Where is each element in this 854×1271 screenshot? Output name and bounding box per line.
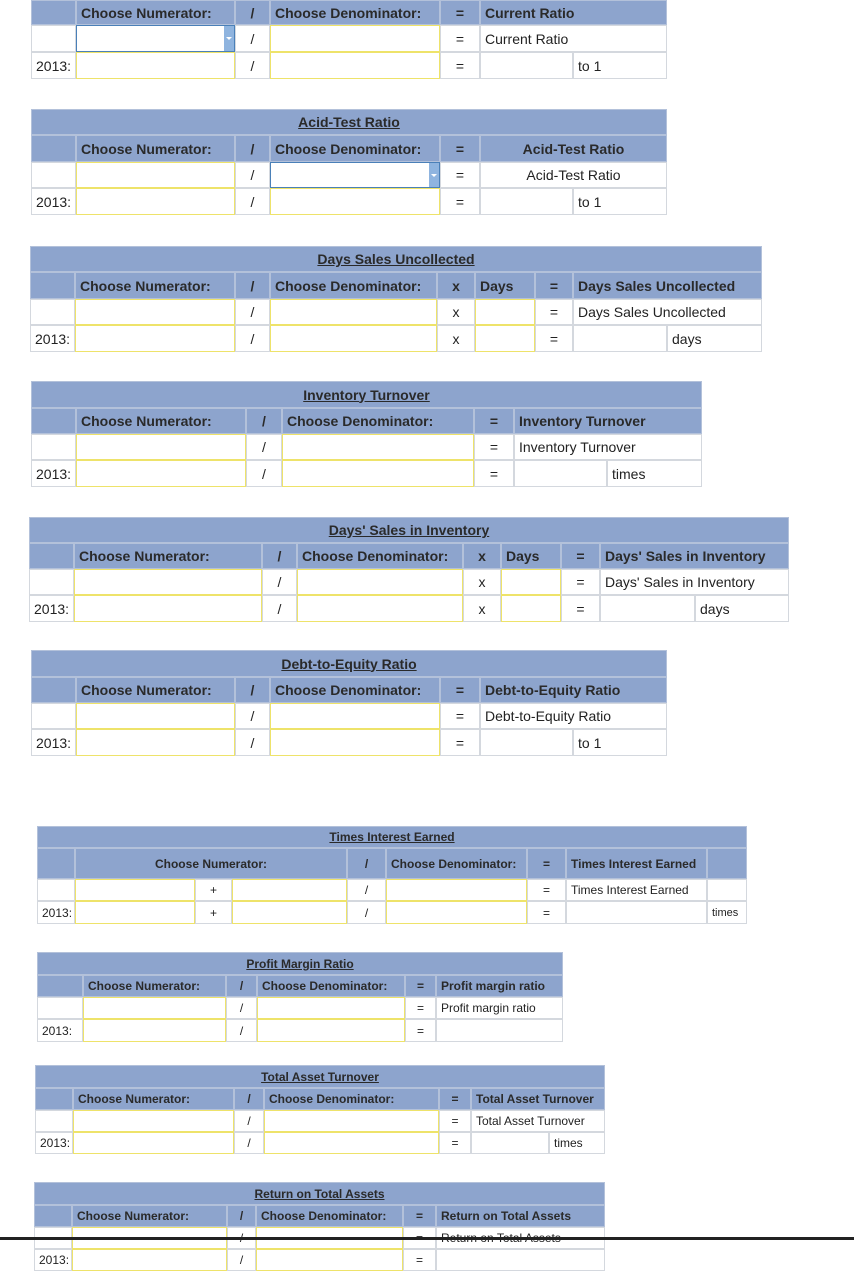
- denominator-input[interactable]: [264, 1110, 439, 1132]
- numerator-header: Choose Numerator:: [75, 272, 235, 299]
- numerator-header: Choose Numerator:: [72, 1205, 227, 1227]
- equals-operator: =: [535, 299, 573, 325]
- row-label-blank: [30, 299, 75, 325]
- result-label: Debt-to-Equity Ratio: [480, 703, 667, 729]
- equals-operator: =: [440, 25, 480, 52]
- numerator-input[interactable]: [73, 1110, 234, 1132]
- denominator-dropdown[interactable]: [270, 162, 440, 188]
- denominator-input[interactable]: [386, 901, 527, 924]
- year-label: 2013:: [31, 729, 76, 756]
- slash-operator: /: [235, 299, 270, 325]
- slash-operator: /: [347, 901, 386, 924]
- equals-operator: =: [403, 1249, 436, 1271]
- row-label-blank: [35, 1110, 73, 1132]
- table-title-text: Days' Sales in Inventory: [328, 522, 490, 538]
- slash-operator: /: [226, 1019, 257, 1042]
- year-label: 2013:: [37, 901, 75, 924]
- table-title-text: Profit Margin Ratio: [246, 956, 354, 971]
- denominator-input[interactable]: [270, 325, 437, 352]
- numerator-dropdown[interactable]: [76, 25, 235, 52]
- slash-operator: /: [347, 879, 386, 901]
- slash-operator: /: [235, 729, 270, 756]
- result-header: Return on Total Assets: [436, 1205, 605, 1227]
- numerator-input[interactable]: [76, 434, 246, 460]
- row-label-blank: [31, 703, 76, 729]
- header-blank: [34, 1205, 72, 1227]
- numerator-header: Choose Numerator:: [73, 1088, 234, 1110]
- result-header: Profit margin ratio: [436, 975, 563, 997]
- table-title-text: Inventory Turnover: [303, 386, 430, 403]
- result-header: Inventory Turnover: [514, 408, 702, 434]
- result-value: [566, 901, 707, 924]
- numerator-header: Choose Numerator:: [74, 543, 262, 569]
- header-blank: [35, 1088, 73, 1110]
- header-blank: [31, 0, 76, 25]
- slash-operator: /: [235, 188, 270, 215]
- year-label: 2013:: [31, 460, 76, 487]
- result-value: [436, 1249, 605, 1271]
- slash-header: /: [235, 677, 270, 703]
- numerator-header: Choose Numerator:: [75, 848, 347, 879]
- table-title: [35, 1065, 605, 1088]
- numerator-2-input[interactable]: [232, 901, 347, 924]
- result-header: Times Interest Earned: [566, 848, 707, 879]
- numerator-input[interactable]: [75, 325, 235, 352]
- numerator-header: Choose Numerator:: [76, 408, 246, 434]
- slash-header: /: [227, 1205, 256, 1227]
- numerator-input[interactable]: [73, 1132, 234, 1154]
- result-value: [471, 1132, 549, 1154]
- result-unit: to 1: [573, 729, 667, 756]
- plus-operator: +: [195, 901, 232, 924]
- days-header: Days: [475, 272, 535, 299]
- header-blank: [31, 135, 76, 162]
- denominator-input[interactable]: [257, 1019, 405, 1042]
- equals-header: =: [474, 408, 514, 434]
- numerator-header: Choose Numerator:: [76, 135, 235, 162]
- equals-operator: =: [527, 901, 566, 924]
- year-label: 2013:: [30, 325, 75, 352]
- denominator-header: Choose Denominator:: [270, 677, 440, 703]
- result-label: Profit margin ratio: [436, 997, 563, 1019]
- denominator-input[interactable]: [270, 25, 440, 52]
- denominator-input[interactable]: [257, 997, 405, 1019]
- slash-operator: /: [246, 434, 282, 460]
- slash-header: /: [235, 0, 270, 25]
- header-extra: [707, 848, 747, 879]
- numerator-header: Choose Numerator:: [76, 677, 235, 703]
- denominator-header: Choose Denominator:: [256, 1205, 403, 1227]
- result-value: [436, 1019, 563, 1042]
- year-label: 2013:: [31, 52, 76, 79]
- equals-operator: =: [440, 703, 480, 729]
- days-input[interactable]: [501, 569, 561, 595]
- slash-header: /: [262, 543, 297, 569]
- times-operator: x: [463, 569, 501, 595]
- equals-operator: =: [527, 879, 566, 901]
- numerator-input[interactable]: [76, 162, 235, 188]
- chevron-down-icon[interactable]: [224, 26, 234, 51]
- equals-operator: =: [439, 1132, 471, 1154]
- equals-operator: =: [474, 460, 514, 487]
- equals-header: =: [405, 975, 436, 997]
- result-header: Acid-Test Ratio: [480, 135, 667, 162]
- header-blank: [31, 408, 76, 434]
- equals-header: =: [527, 848, 566, 879]
- numerator-input[interactable]: [76, 52, 235, 79]
- result-label: Days' Sales in Inventory: [600, 569, 789, 595]
- year-label: 2013:: [31, 188, 76, 215]
- times-header: x: [463, 543, 501, 569]
- times-operator: x: [437, 325, 475, 352]
- result-label: Times Interest Earned: [566, 879, 707, 901]
- numerator-input[interactable]: [83, 997, 226, 1019]
- days-input[interactable]: [475, 299, 535, 325]
- table-title-text: Times Interest Earned: [329, 830, 455, 844]
- result-header: Total Asset Turnover: [471, 1088, 605, 1110]
- result-value: [480, 729, 573, 756]
- equals-operator: =: [440, 188, 480, 215]
- table-title-text: Acid-Test Ratio: [298, 114, 400, 130]
- equals-operator: =: [474, 434, 514, 460]
- denominator-input[interactable]: [270, 729, 440, 756]
- denominator-input[interactable]: [270, 703, 440, 729]
- denominator-input[interactable]: [297, 595, 463, 622]
- table-title: [37, 826, 747, 848]
- result-label: Current Ratio: [480, 25, 667, 52]
- year-label: 2013:: [37, 1019, 83, 1042]
- equals-header: =: [440, 677, 480, 703]
- equals-operator: =: [535, 325, 573, 352]
- slash-operator: /: [235, 325, 270, 352]
- slash-header: /: [234, 1088, 264, 1110]
- table-title-text: Total Asset Turnover: [261, 1069, 379, 1084]
- slash-operator: /: [226, 997, 257, 1019]
- slash-operator: /: [262, 569, 297, 595]
- equals-header: =: [440, 0, 480, 25]
- slash-header: /: [235, 135, 270, 162]
- times-operator: x: [463, 595, 501, 622]
- result-unit: days: [695, 595, 789, 622]
- result-label: Days Sales Uncollected: [573, 299, 762, 325]
- slash-operator: /: [234, 1132, 264, 1154]
- denominator-input[interactable]: [256, 1249, 403, 1271]
- slash-operator: /: [235, 703, 270, 729]
- denominator-header: Choose Denominator:: [270, 135, 440, 162]
- year-label: 2013:: [34, 1249, 72, 1271]
- row-label-blank: [29, 569, 74, 595]
- numerator-input[interactable]: [72, 1249, 227, 1271]
- denominator-header: Choose Denominator:: [257, 975, 405, 997]
- row-label-blank: [31, 25, 76, 52]
- equals-operator: =: [440, 52, 480, 79]
- days-input[interactable]: [501, 595, 561, 622]
- result-label: Total Asset Turnover: [471, 1110, 605, 1132]
- equals-operator: =: [439, 1110, 471, 1132]
- table-title: [30, 246, 762, 272]
- denominator-input[interactable]: [270, 299, 437, 325]
- days-input[interactable]: [475, 325, 535, 352]
- result-label: Acid-Test Ratio: [480, 162, 667, 188]
- table-title: [34, 1182, 605, 1205]
- equals-operator: =: [440, 729, 480, 756]
- numerator-header: Choose Numerator:: [83, 975, 226, 997]
- result-header: Days' Sales in Inventory: [600, 543, 789, 569]
- row-label-blank: [31, 434, 76, 460]
- numerator-input[interactable]: [76, 188, 235, 215]
- table-title-text: Return on Total Assets: [254, 1186, 385, 1201]
- slash-operator: /: [227, 1249, 256, 1271]
- header-blank: [30, 272, 75, 299]
- result-unit: to 1: [573, 52, 667, 79]
- result-value: [514, 460, 607, 487]
- result-value: [480, 52, 573, 79]
- slash-operator: /: [235, 25, 270, 52]
- slash-header: /: [246, 408, 282, 434]
- result-header: Days Sales Uncollected: [573, 272, 762, 299]
- chevron-down-icon[interactable]: [429, 163, 439, 187]
- header-blank: [29, 543, 74, 569]
- row-label-blank: [37, 997, 83, 1019]
- result-unit: times: [707, 901, 747, 924]
- result-value: [600, 595, 695, 622]
- equals-operator: =: [405, 1019, 436, 1042]
- result-value: [480, 188, 573, 215]
- equals-operator: =: [561, 569, 600, 595]
- denominator-input[interactable]: [282, 434, 474, 460]
- denominator-header: Choose Denominator:: [282, 408, 474, 434]
- denominator-input[interactable]: [297, 569, 463, 595]
- header-blank: [37, 848, 75, 879]
- result-label: Inventory Turnover: [514, 434, 702, 460]
- result-header: Debt-to-Equity Ratio: [480, 677, 667, 703]
- plus-operator: +: [195, 879, 232, 901]
- result-unit: days: [667, 325, 762, 352]
- year-label: 2013:: [35, 1132, 73, 1154]
- numerator-input[interactable]: [75, 901, 195, 924]
- table-title: [31, 109, 667, 135]
- result-unit: times: [549, 1132, 605, 1154]
- header-blank: [31, 677, 76, 703]
- result-unit: times: [607, 460, 702, 487]
- denominator-header: Choose Denominator:: [297, 543, 463, 569]
- equals-header: =: [439, 1088, 471, 1110]
- row-label-blank: [37, 879, 75, 901]
- denominator-input[interactable]: [282, 460, 474, 487]
- extra-blank: [707, 879, 747, 901]
- times-header: x: [437, 272, 475, 299]
- numerator-input[interactable]: [83, 1019, 226, 1042]
- times-operator: x: [437, 299, 475, 325]
- equals-operator: =: [440, 162, 480, 188]
- denominator-header: Choose Denominator:: [264, 1088, 439, 1110]
- slash-header: /: [347, 848, 386, 879]
- table-title-text: Debt-to-Equity Ratio: [281, 655, 417, 672]
- result-unit: to 1: [573, 188, 667, 215]
- equals-header: =: [403, 1205, 436, 1227]
- numerator-2-input[interactable]: [232, 879, 347, 901]
- days-header: Days: [501, 543, 561, 569]
- slash-header: /: [235, 272, 270, 299]
- row-label-blank: [31, 162, 76, 188]
- slash-operator: /: [235, 52, 270, 79]
- equals-operator: =: [561, 595, 600, 622]
- numerator-input[interactable]: [75, 879, 195, 901]
- year-label: 2013:: [29, 595, 74, 622]
- denominator-header: Choose Denominator:: [386, 848, 527, 879]
- equals-header: =: [561, 543, 600, 569]
- result-value: [573, 325, 667, 352]
- table-title-text: Days Sales Uncollected: [317, 251, 475, 267]
- numerator-input[interactable]: [76, 703, 235, 729]
- table-title: [29, 517, 789, 543]
- numerator-input[interactable]: [74, 595, 262, 622]
- table-title: [37, 952, 563, 975]
- denominator-header: Choose Denominator:: [270, 0, 440, 25]
- denominator-header: Choose Denominator:: [270, 272, 437, 299]
- numerator-input[interactable]: [75, 299, 235, 325]
- slash-operator: /: [235, 162, 270, 188]
- table-title: [31, 381, 702, 408]
- result-header: Current Ratio: [480, 0, 667, 25]
- numerator-header: Choose Numerator:: [76, 0, 235, 25]
- numerator-input[interactable]: [76, 460, 246, 487]
- denominator-input[interactable]: [386, 879, 527, 901]
- header-blank: [37, 975, 83, 997]
- numerator-input[interactable]: [76, 729, 235, 756]
- equals-header: =: [440, 135, 480, 162]
- numerator-input[interactable]: [74, 569, 262, 595]
- slash-operator: /: [234, 1110, 264, 1132]
- denominator-input[interactable]: [264, 1132, 439, 1154]
- table-title: [31, 650, 667, 677]
- slash-header: /: [226, 975, 257, 997]
- equals-operator: =: [405, 997, 436, 1019]
- slash-operator: /: [246, 460, 282, 487]
- equals-header: =: [535, 272, 573, 299]
- denominator-input[interactable]: [270, 188, 440, 215]
- slash-operator: /: [262, 595, 297, 622]
- denominator-input[interactable]: [270, 52, 440, 79]
